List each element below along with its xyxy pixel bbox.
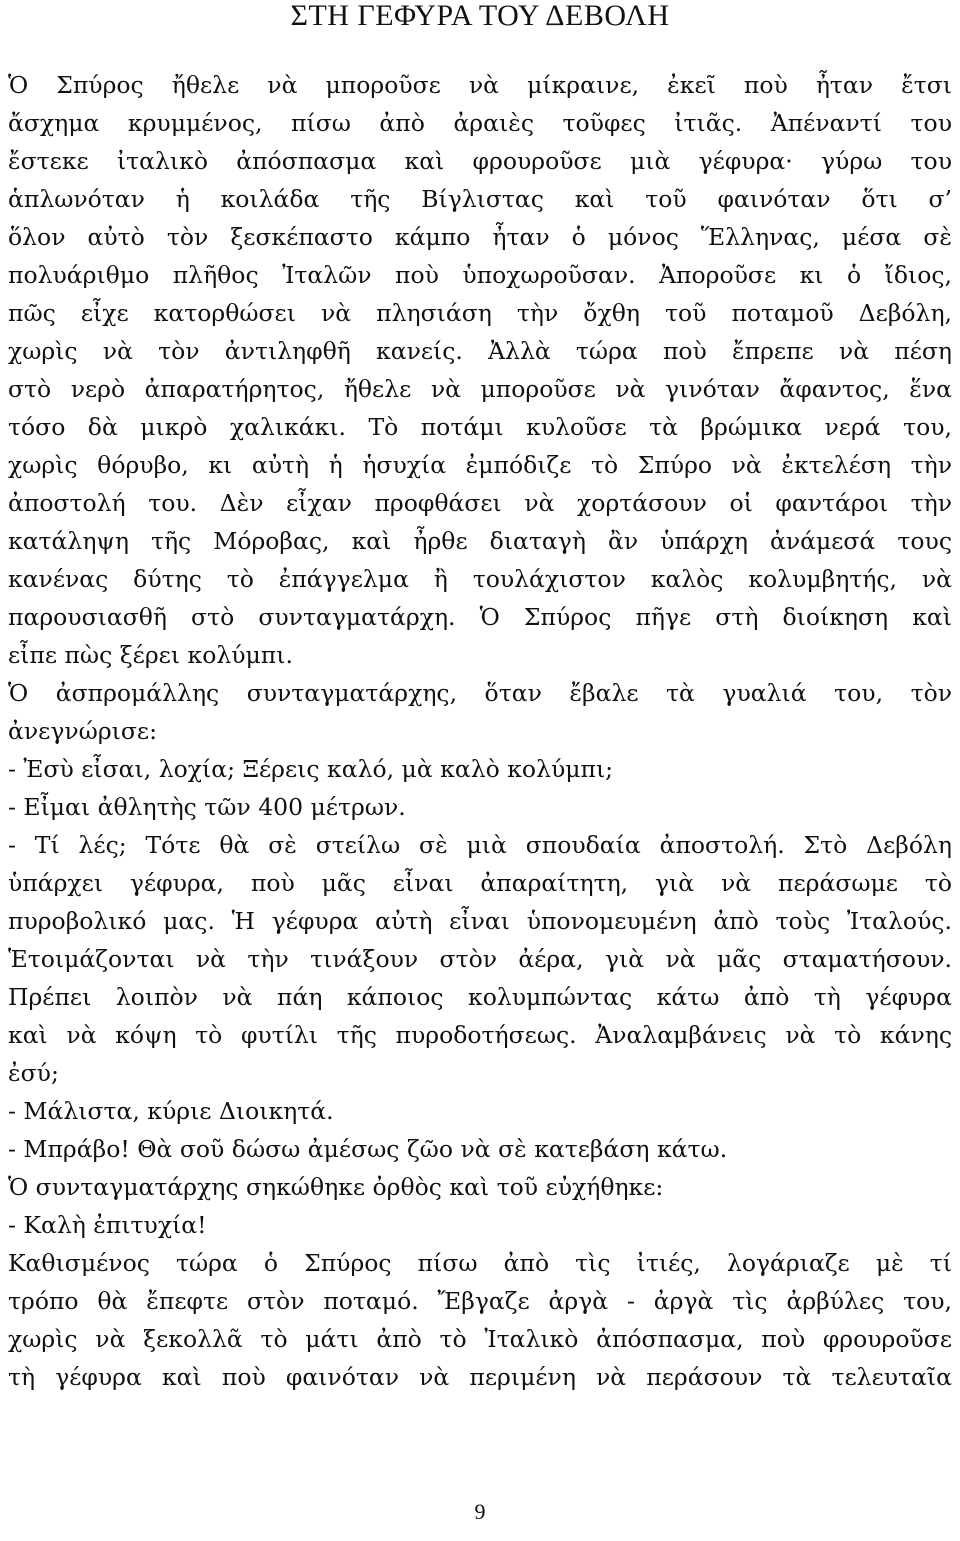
text-line: κατάληψη τῆς Μόροβας, καὶ ἦρθε διαταγὴ ἂν ὑπάρχη ἀνάμεσά τους bbox=[8, 527, 952, 555]
text-line: πυροβολικό μας. Ἡ γέφυρα αὐτὴ εἶναι ὑπονομευμένη ἀπὸ τοὺς Ἰταλούς. bbox=[8, 907, 952, 935]
text-line: Ὁ Σπύρος ἤθελε νὰ μποροῦσε νὰ μίκραινε, ἐκεῖ ποὺ ἦταν ἔτσι bbox=[8, 71, 952, 99]
text-line: ἔστεκε ἰταλικὸ ἀπόσπασμα καὶ φρουροῦσε μιὰ γέφυρα· γύρω του bbox=[8, 147, 952, 175]
text-line: τρόπο θὰ ἔπεφτε στὸν ποταμό. Ἔβγαζε ἀργὰ - ἀργὰ τὶς ἀρβύλες του, bbox=[8, 1287, 952, 1315]
text-line: ἐσύ; bbox=[8, 1059, 59, 1087]
text-line: Ἑτοιμάζονται νὰ τὴν τινάξουν στὸν ἀέρα, γιὰ νὰ μᾶς σταματήσουν. bbox=[8, 945, 952, 973]
text-line: εἶπε πὼς ξέρει κολύμπι. bbox=[8, 641, 293, 669]
text-line: χωρὶς νὰ ξεκολλᾶ τὸ μάτι ἀπὸ τὸ Ἰταλικὸ ἀπόσπασμα, ποὺ φρουροῦσε bbox=[8, 1325, 952, 1353]
dialogue-line: - Μπράβο! Θὰ σοῦ δώσω ἀμέσως ζῶο νὰ σὲ κατεβάση κάτω. bbox=[8, 1135, 728, 1163]
text-line: πολυάριθμο πλῆθος Ἰταλῶν ποὺ ὑποχωροῦσαν. Ἀποροῦσε κι ὁ ἴδιος, bbox=[8, 261, 952, 289]
text-line: ἄσχημα κρυμμένος, πίσω ἀπὸ ἀραιὲς τοῦφες ἰτιᾶς. Ἀπέναντί του bbox=[8, 109, 952, 137]
text-line: χωρὶς θόρυβο, κι αὐτὴ ἡ ἡσυχία ἐμπόδιζε τὸ Σπύρο νὰ ἐκτελέση τὴν bbox=[8, 451, 952, 479]
text-line: Καθισμένος τώρα ὁ Σπύρος πίσω ἀπὸ τὶς ἰτιές, λογάριαζε μὲ τί bbox=[8, 1249, 952, 1277]
text-line: κανένας δύτης τὸ ἐπάγγελμα ἢ τουλάχιστον καλὸς κολυμβητής, νὰ bbox=[8, 565, 952, 593]
text-line: παρουσιασθῆ στὸ συνταγματάρχη. Ὁ Σπύρος πῆγε στὴ διοίκηση καὶ bbox=[8, 603, 952, 631]
text-line: χωρὶς νὰ τὸν ἀντιληφθῆ κανείς. Ἀλλὰ τώρα ποὺ ἔπρεπε νὰ πέση bbox=[8, 337, 952, 365]
text-line: Ὁ συνταγματάρχης σηκώθηκε ὀρθὸς καὶ τοῦ εὐχήθηκε: bbox=[8, 1173, 664, 1201]
text-line: τόσο δὰ μικρὸ χαλικάκι. Τὸ ποτάμι κυλοῦσε τὰ βρώμικα νερά του, bbox=[8, 413, 952, 441]
text-line: πῶς εἶχε κατορθώσει νὰ πλησιάση τὴν ὄχθη τοῦ ποταμοῦ Δεβόλη, bbox=[8, 299, 952, 327]
page-title: ΣΤΗ ΓΕΦΥΡΑ ΤΟΥ ΔΕΒΟΛΗ bbox=[290, 0, 670, 32]
page-number: 9 bbox=[474, 1499, 486, 1524]
dialogue-line: - Τί λές; Τότε θὰ σὲ στείλω σὲ μιὰ σπουδαία ἀποστολή. Στὸ Δεβόλη bbox=[8, 831, 952, 859]
text-line: στὸ νερὸ ἀπαρατήρητος, ἤθελε νὰ μποροῦσε νὰ γινόταν ἄφαντος, ἕνα bbox=[8, 375, 952, 403]
dialogue-line: - Μάλιστα, κύριε Διοικητά. bbox=[8, 1097, 334, 1125]
text-line: ἀνεγνώρισε: bbox=[8, 717, 157, 745]
dialogue-line: - Ἐσὺ εἶσαι, λοχία; Ξέρεις καλό, μὰ καλὸ κολύμπι; bbox=[8, 755, 614, 783]
text-line: καὶ νὰ κόψη τὸ φυτίλι τῆς πυροδοτήσεως. Ἀναλαμβάνεις νὰ τὸ κάνης bbox=[8, 1021, 952, 1049]
text-line: ἀποστολή του. Δὲν εἶχαν προφθάσει νὰ χορτάσουν οἱ φαντάροι τὴν bbox=[8, 489, 952, 517]
text-line: τὴ γέφυρα καὶ ποὺ φαινόταν νὰ περιμένη νὰ περάσουν τὰ τελευταῖα bbox=[8, 1363, 952, 1391]
text-line: ὅλον αὐτὸ τὸν ξεσκέπαστο κάμπο ἦταν ὁ μόνος Ἕλληνας, μέσα σὲ bbox=[8, 223, 952, 251]
text-line: ἁπλωνόταν ἡ κοιλάδα τῆς Βίγλιστας καὶ τοῦ φαινόταν ὅτι σ’ bbox=[8, 185, 952, 213]
dialogue-line: - Καλὴ ἐπιτυχία! bbox=[8, 1211, 207, 1239]
text-line: Πρέπει λοιπὸν νὰ πάη κάποιος κολυμπώντας κάτω ἀπὸ τὴ γέφυρα bbox=[8, 983, 952, 1011]
body-text bbox=[8, 66, 952, 1396]
text-line: Ὁ ἀσπρομάλλης συνταγματάρχης, ὅταν ἔβαλε τὰ γυαλιά του, τὸν bbox=[8, 679, 952, 707]
text-line: ὑπάρχει γέφυρα, ποὺ μᾶς εἶναι ἀπαραίτητη, γιὰ νὰ περάσωμε τὸ bbox=[8, 869, 952, 897]
dialogue-line: - Εἶμαι ἀθλητὴς τῶν 400 μέτρων. bbox=[8, 793, 406, 821]
